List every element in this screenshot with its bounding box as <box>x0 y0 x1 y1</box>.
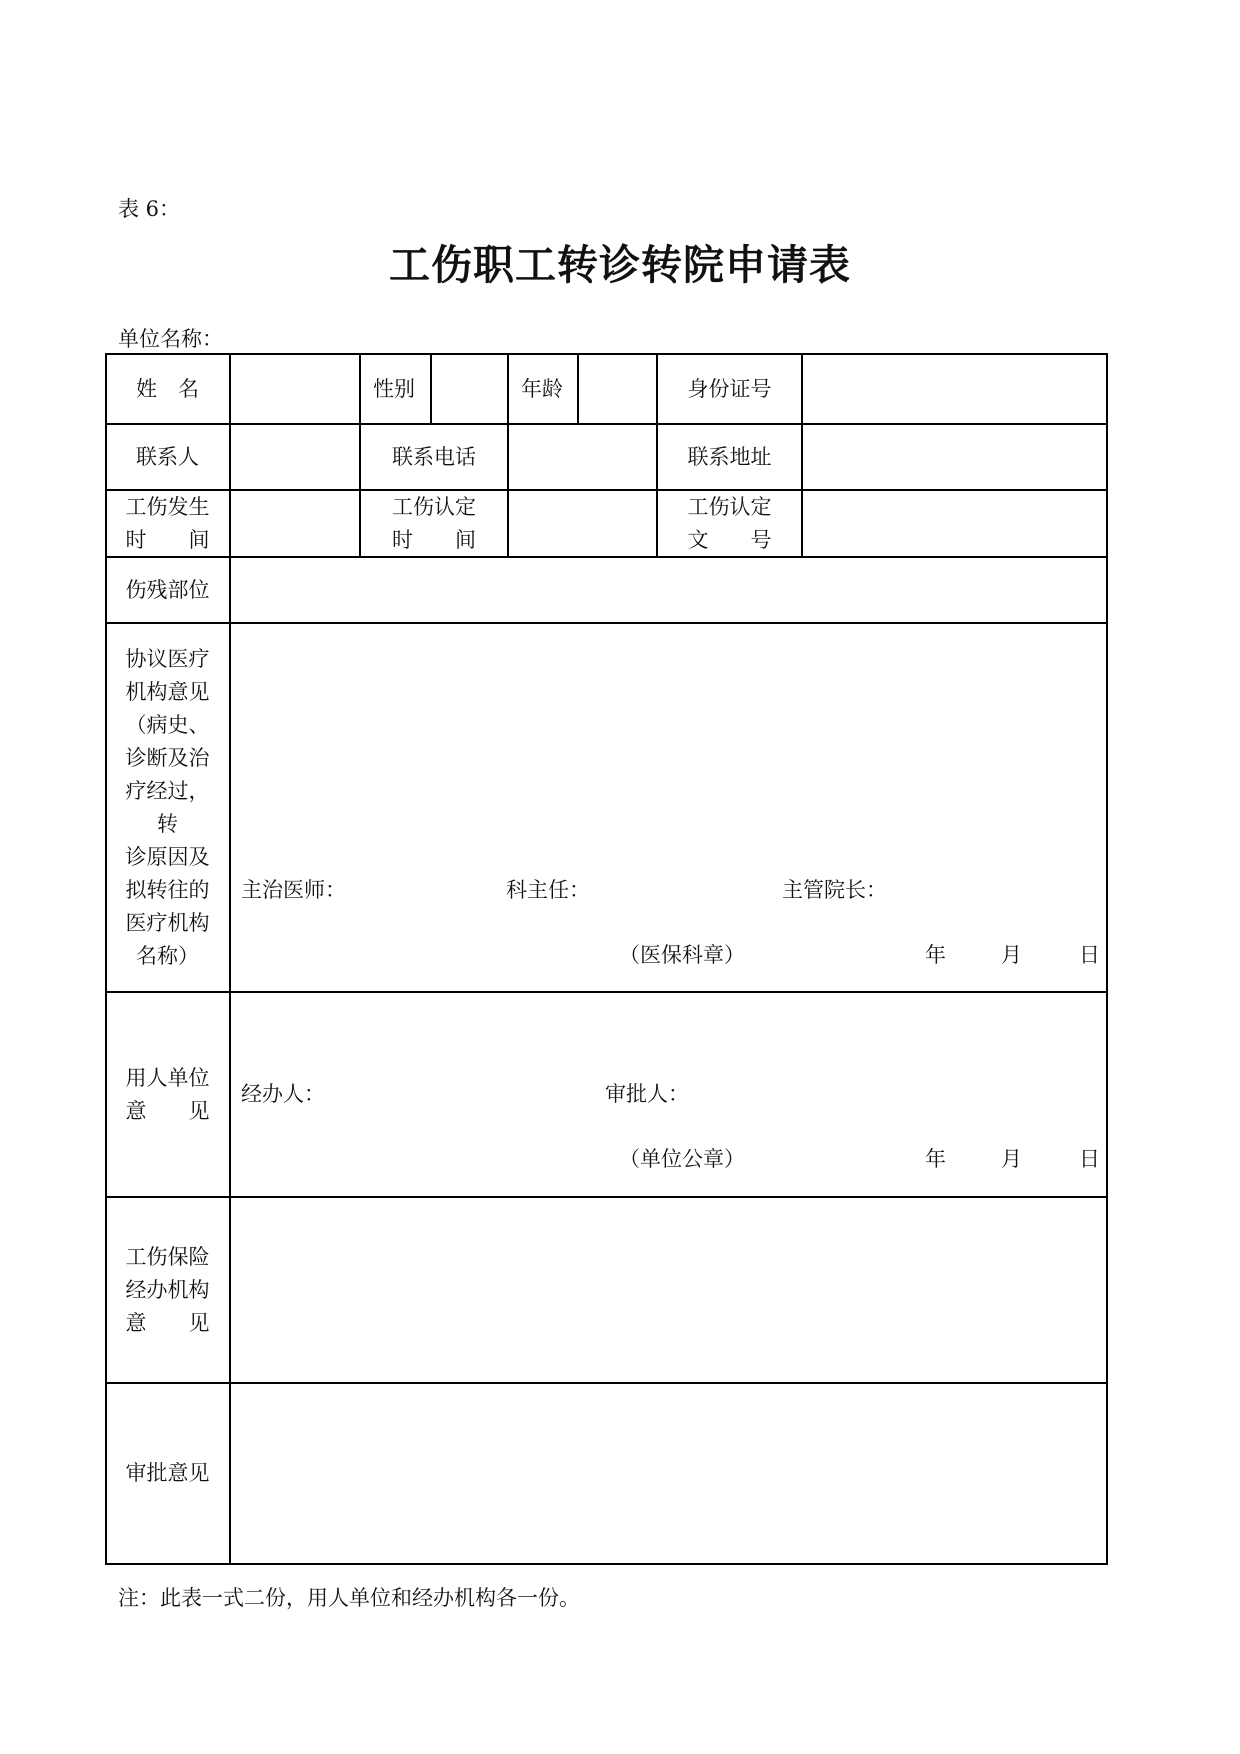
contact-phone-field[interactable] <box>509 425 656 489</box>
medical-opinion-field[interactable] <box>231 624 1105 991</box>
employer-label-line-1: 用人单位 <box>125 1065 210 1090</box>
date-day-label: 日 <box>1079 943 1100 967</box>
page-title: 工伤职工转诊转院申请表 <box>389 241 851 289</box>
unit-name-label: 单位名称： <box>118 327 223 351</box>
medical-opinion-label <box>106 624 229 991</box>
approval-opinion-label: 审批意见 <box>125 1461 210 1485</box>
injury-time-field[interactable] <box>231 491 359 556</box>
injury-time-label-line-1: 工伤发生 <box>125 494 210 519</box>
insurance-agency-opinion-label <box>106 1198 229 1382</box>
unit-seal-label: （单位公章） <box>619 1147 745 1171</box>
approver-label: 审批人： <box>605 1082 689 1106</box>
injury-part-label: 伤残部位 <box>125 577 210 602</box>
medical-label-line: （病史、 <box>125 712 210 737</box>
name-label: 姓 名 <box>136 377 199 401</box>
employer-opinion-label <box>106 993 229 1196</box>
date-year-label: 年 <box>925 1147 946 1171</box>
gender-field[interactable] <box>432 356 507 423</box>
medical-label-line: 转 <box>157 811 178 836</box>
contact-person-label: 联系人 <box>136 444 199 469</box>
medical-label-line: 名称） <box>136 943 199 968</box>
date-month-label: 月 <box>1001 1147 1022 1171</box>
injury-part-field[interactable] <box>231 558 1105 622</box>
medical-label-line: 协议医疗 <box>125 646 210 671</box>
injury-time-label-line-2: 时 间 <box>125 527 210 552</box>
footnote: 注：此表一式二份，用人单位和经办机构各一份。 <box>118 1586 580 1610</box>
employer-label-line-2: 意 见 <box>125 1098 210 1123</box>
hospital-dean-label: 主管院长： <box>782 878 887 902</box>
medical-label-line: 诊原因及 <box>125 844 210 869</box>
recognition-time-label <box>361 491 507 556</box>
contact-person-field[interactable] <box>231 425 359 489</box>
recognition-doc-label-line-1: 工伤认定 <box>687 494 772 519</box>
contact-phone-label: 联系电话 <box>392 444 476 469</box>
attending-physician-label: 主治医师： <box>241 878 346 902</box>
gender-label: 性别 <box>373 377 415 401</box>
id-number-label: 身份证号 <box>687 377 772 401</box>
recognition-time-field[interactable] <box>509 491 656 556</box>
recognition-doc-label-line-2: 文 号 <box>687 527 772 552</box>
injury-time-label <box>106 491 229 556</box>
medical-label-line: 诊断及治 <box>125 745 210 770</box>
date-year-label: 年 <box>925 943 946 967</box>
medical-label-line: 机构意见 <box>125 679 210 704</box>
handler-label: 经办人： <box>241 1082 325 1106</box>
age-label: 年龄 <box>521 377 563 401</box>
date-day-label: 日 <box>1079 1147 1100 1171</box>
insurance-label-line-2: 经办机构 <box>125 1277 210 1302</box>
medical-label-line: 医疗机构 <box>125 910 210 935</box>
contact-address-label: 联系地址 <box>687 444 772 469</box>
document-number-label: 表 6： <box>118 197 181 221</box>
recognition-doc-field[interactable] <box>803 491 1105 556</box>
medical-insurance-seal-label: （医保科章） <box>619 943 745 967</box>
insurance-agency-opinion-field[interactable] <box>231 1198 1105 1382</box>
name-field[interactable] <box>231 356 359 423</box>
insurance-label-line-3: 意 见 <box>125 1310 210 1335</box>
recognition-doc-label <box>658 491 801 556</box>
insurance-label-line-1: 工伤保险 <box>125 1244 210 1269</box>
recognition-time-label-line-2: 时 间 <box>392 527 476 552</box>
date-month-label: 月 <box>1001 943 1022 967</box>
recognition-time-label-line-1: 工伤认定 <box>392 494 476 519</box>
contact-address-field[interactable] <box>803 425 1105 489</box>
id-number-field[interactable] <box>803 356 1105 423</box>
approval-opinion-field[interactable] <box>231 1384 1105 1563</box>
medical-label-line: 疗经过， <box>125 778 210 803</box>
medical-label-line: 拟转往的 <box>125 877 210 902</box>
department-head-label: 科主任： <box>506 878 590 902</box>
age-field[interactable] <box>579 356 656 423</box>
